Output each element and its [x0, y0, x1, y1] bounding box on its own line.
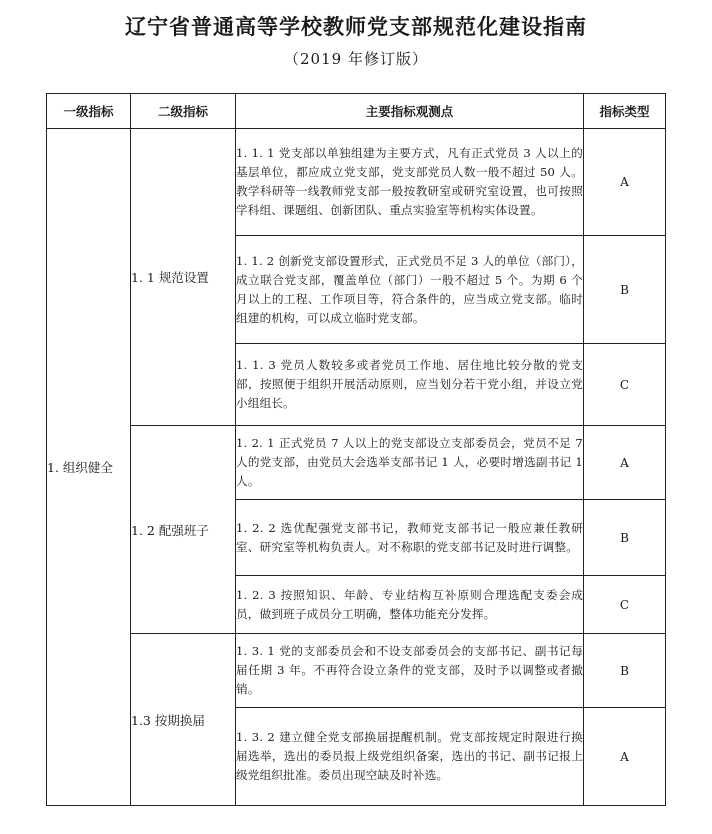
observation-point: 1. 3. 1 党的支部委员会和不设支部委员会的支部书记、副书记每届任期 3 年。不再符合设立条件的党支部，及时予以调整或者撤销。	[236, 634, 584, 708]
observation-point: 1. 2. 1 正式党员 7 人以上的党支部设立支部委员会，党员不足 7 人的党支部，由党员大会选举支部书记 1 人，必要时增选副书记 1 人。	[236, 426, 584, 500]
table-row	[47, 426, 666, 500]
column-header-level2: 二级指标	[131, 94, 236, 129]
indicator-type: B	[584, 634, 666, 708]
document-title: 辽宁省普通高等学校教师党支部规范化建设指南	[125, 14, 587, 39]
indicator-type: C	[584, 344, 666, 426]
level2-indicator: 1. 2 配强班子	[131, 426, 236, 634]
indicator-type: C	[584, 576, 666, 634]
observation-point: 1. 1. 2 创新党支部设置形式，正式党员不足 3 人的单位（部门），成立联合党支部，覆盖单位（部门）一般不超过 5 个。为期 6 个月以上的工程、工作项目等，符合条件的，应当成立党支部。临时组建的机构，可以成立临时党支部。	[236, 236, 584, 344]
level2-indicator: 1.3 按期换届	[131, 634, 236, 806]
column-header-type: 指标类型	[584, 94, 666, 129]
table-header-row	[47, 94, 666, 129]
column-header-level1: 一级指标	[47, 94, 131, 129]
indicator-table	[46, 93, 666, 806]
indicator-type: B	[584, 236, 666, 344]
observation-point: 1. 3. 2 建立健全党支部换届提醒机制。党支部按规定时限进行换届选举，选出的委员报上级党组织备案，选出的书记、副书记报上级党组织批准。委员出现空缺及时补选。	[236, 708, 584, 806]
observation-point: 1. 1. 3 党员人数较多或者党员工作地、居住地比较分散的党支部，按照便于组织开展活动原则，应当划分若干党小组，并设立党小组组长。	[236, 344, 584, 426]
observation-point: 1. 2. 2 选优配强党支部书记，教师党支部书记一般应兼任教研室、研究室等机构负责人。对不称职的党支部书记及时进行调整。	[236, 500, 584, 576]
level2-indicator: 1. 1 规范设置	[131, 129, 236, 426]
level1-indicator: 1. 组织健全	[47, 129, 131, 806]
table-row	[47, 634, 666, 708]
observation-point: 1. 2. 3 按照知识、年龄、专业结构互补原则合理选配支委会成员，做到班子成员分工明确，整体功能充分发挥。	[236, 576, 584, 634]
indicator-type: A	[584, 426, 666, 500]
document-subtitle: （2019 年修订版）	[284, 50, 428, 68]
column-header-observation: 主要指标观测点	[236, 94, 584, 129]
indicator-type: B	[584, 500, 666, 576]
observation-point: 1. 1. 1 党支部以单独组建为主要方式，凡有正式党员 3 人以上的基层单位，都应成立党支部，党支部党员人数一般不超过 50 人。教学科研等一线教师党支部一般按教研室或研究室设置，也可按照学科组、课题组、创新团队、重点实验室等机构实体设置。	[236, 129, 584, 236]
table-row	[47, 129, 666, 236]
indicator-type: A	[584, 708, 666, 806]
indicator-type: A	[584, 129, 666, 236]
